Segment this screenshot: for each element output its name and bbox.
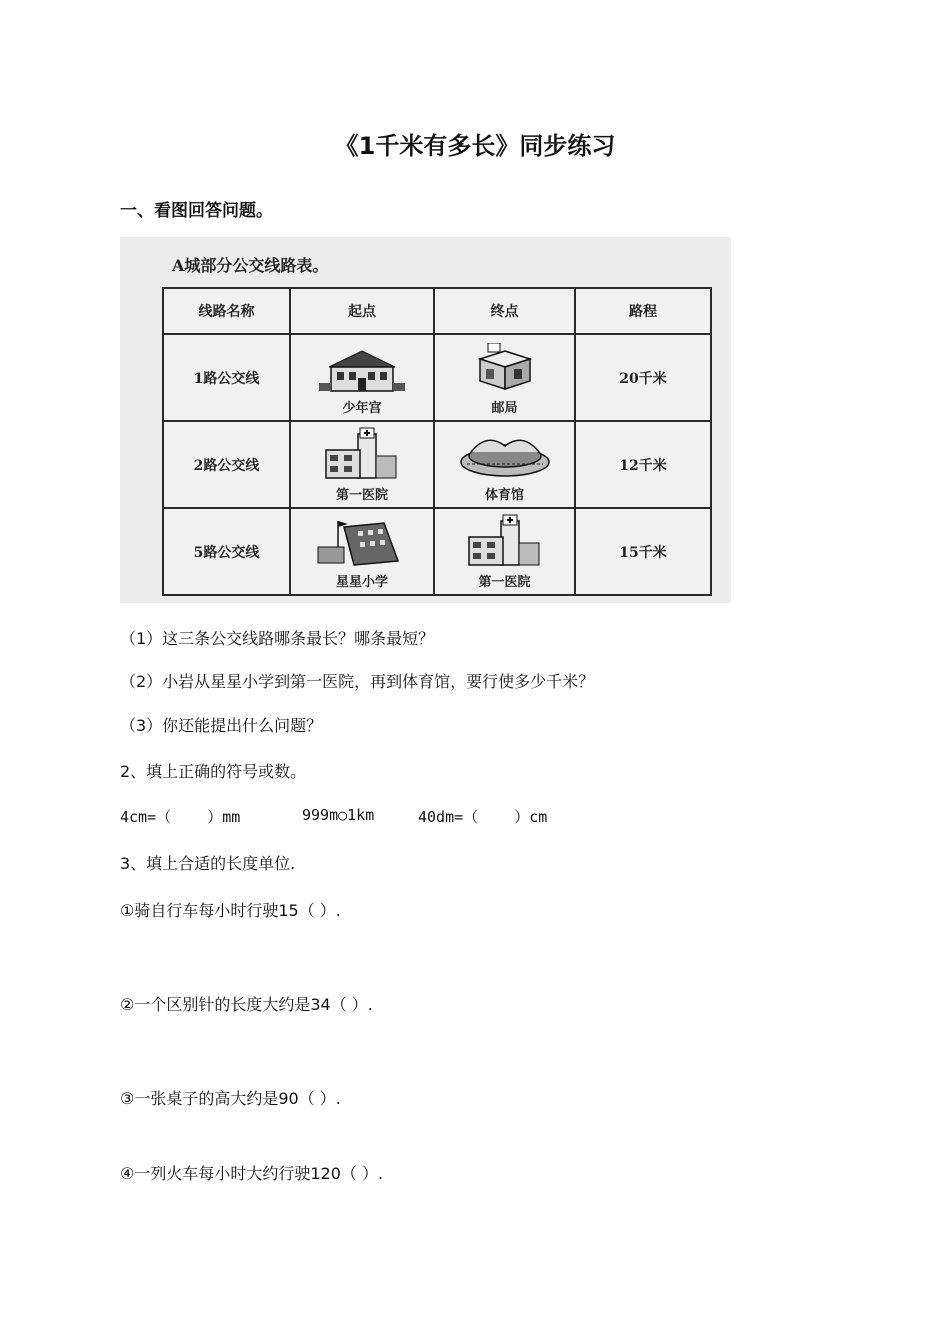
question-1: （1）这三条公交线路哪条最长？哪条最短？ (120, 629, 435, 648)
stadium-icon (457, 430, 553, 482)
start-cell (290, 421, 434, 508)
fill-item: 999m○1km (302, 806, 375, 824)
school-icon (314, 517, 410, 569)
distance-cell: 12千米 (575, 421, 711, 508)
hospital-icon (465, 513, 545, 569)
page-title: 《1千米有多长》同步练习 (334, 132, 616, 160)
building-icon (317, 345, 407, 395)
unit-question: ④一列火车每小时大约行驶120（ ）. (120, 1164, 384, 1183)
start-label: 第一医院 (335, 488, 388, 503)
table-row (163, 334, 711, 421)
header-distance: 路程 (575, 288, 711, 334)
route-name: 1路公交线 (163, 334, 290, 421)
question-2: （2）小岩从星星小学到第一医院，再到体育馆，要行使多少千米？ (120, 672, 595, 691)
fill-item: 40dm=（ ）cm (418, 808, 548, 826)
fill-item: 4cm=（ ）mm (120, 808, 241, 826)
section-1-heading: 一、看图回答问题。 (120, 201, 273, 221)
table-row (163, 508, 711, 595)
table-header-row (163, 288, 711, 334)
section-3-heading: 3、填上合适的长度单位. (120, 854, 296, 873)
header-start: 起点 (290, 288, 434, 334)
end-label: 邮局 (491, 401, 518, 416)
bus-route-table (162, 287, 712, 596)
post-office-icon (470, 343, 540, 395)
end-cell (434, 421, 575, 508)
route-name: 5路公交线 (163, 508, 290, 595)
distance-cell: 15千米 (575, 508, 711, 595)
figure-caption: A城部分公交线路表。 (172, 256, 329, 275)
end-label: 第一医院 (478, 575, 531, 590)
table-row (163, 421, 711, 508)
route-name: 2路公交线 (163, 421, 290, 508)
question-3: （3）你还能提出什么问题？ (120, 716, 323, 735)
unit-question: ①骑自行车每小时行驶15（ ）. (120, 901, 341, 920)
start-cell (290, 508, 434, 595)
header-line: 线路名称 (163, 288, 290, 334)
distance-cell: 20千米 (575, 334, 711, 421)
end-label: 体育馆 (484, 488, 524, 503)
unit-question: ②一个区别针的长度大约是34（ ）. (120, 995, 373, 1014)
start-label: 少年宫 (342, 401, 382, 416)
end-cell (434, 508, 575, 595)
header-end: 终点 (434, 288, 575, 334)
hospital-icon (322, 426, 402, 482)
start-label: 星星小学 (335, 575, 388, 590)
bus-route-figure (120, 237, 731, 603)
section-2-heading: 2、填上正确的符号或数。 (120, 762, 307, 781)
start-cell (290, 334, 434, 421)
end-cell (434, 334, 575, 421)
unit-question: ③一张桌子的高大约是90（ ）. (120, 1089, 341, 1108)
